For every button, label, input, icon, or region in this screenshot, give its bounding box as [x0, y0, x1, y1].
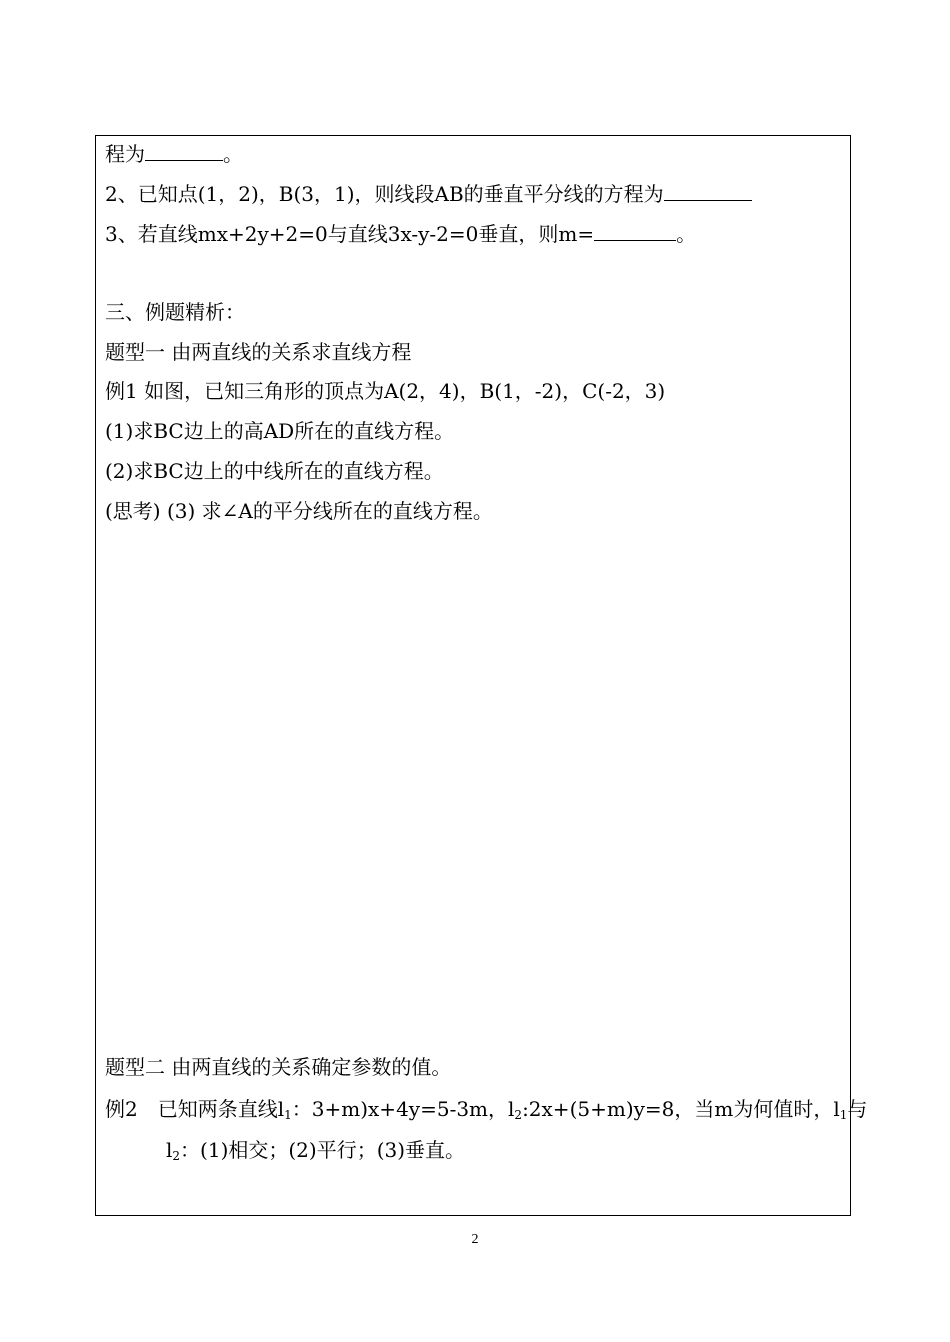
- type2-heading: 题型二 由两直线的关系确定参数的值。: [105, 1055, 452, 1079]
- sub-2: 2: [514, 1108, 523, 1122]
- q1-line: [105, 140, 243, 167]
- example1-question1: (1)求BC边上的高AD所在的直线方程。: [105, 419, 455, 443]
- example2-line2: [166, 1137, 465, 1163]
- example1-question3: (思考) (3) 求∠A的平分线所在的直线方程。: [105, 499, 493, 523]
- example2-line1: [105, 1096, 867, 1122]
- page-number: 2: [471, 1232, 479, 1247]
- example1-statement: 例1 如图，已知三角形的顶点为A(2，4)，B(1，-2)，C(-2，3): [105, 379, 666, 403]
- q1-end: 。: [223, 142, 243, 166]
- type1-heading: 题型一 由两直线的关系求直线方程: [105, 340, 412, 364]
- section-heading: 三、例题精析：: [105, 300, 245, 324]
- example2-l2: l: [166, 1138, 173, 1162]
- sub-3: 1: [839, 1108, 848, 1122]
- q3-text: 3、若直线mx+2y+2=0与直线3x-y-2=0垂直，则m=: [105, 222, 595, 246]
- q2-text: 2、已知点(1，2)，B(3，1)，则线段AB的垂直平分线的方程为: [105, 182, 664, 206]
- example2-part1: 已知两条直线l: [157, 1097, 285, 1121]
- sub-4: 2: [172, 1149, 181, 1163]
- blank-1[interactable]: [145, 140, 223, 161]
- q2-line: [105, 180, 752, 207]
- blank-3[interactable]: [594, 220, 676, 241]
- example2-part2: ：3+m)x+4y=5-3m，l: [291, 1097, 515, 1121]
- q1-text: 程为: [105, 142, 145, 166]
- example2-label: 例2: [105, 1097, 138, 1121]
- q3-line: [105, 220, 696, 247]
- example1-question2: (2)求BC边上的中线所在的直线方程。: [105, 459, 444, 483]
- example2-options: ：(1)相交；(2)平行；(3)垂直。: [180, 1138, 466, 1162]
- q3-end: 。: [676, 222, 697, 246]
- example2-part3: :2x+(5+m)y=8，当m为何值时，l: [522, 1097, 840, 1121]
- example2-part4: 与: [847, 1097, 868, 1121]
- sub-1: 1: [284, 1108, 292, 1122]
- blank-2[interactable]: [664, 180, 752, 201]
